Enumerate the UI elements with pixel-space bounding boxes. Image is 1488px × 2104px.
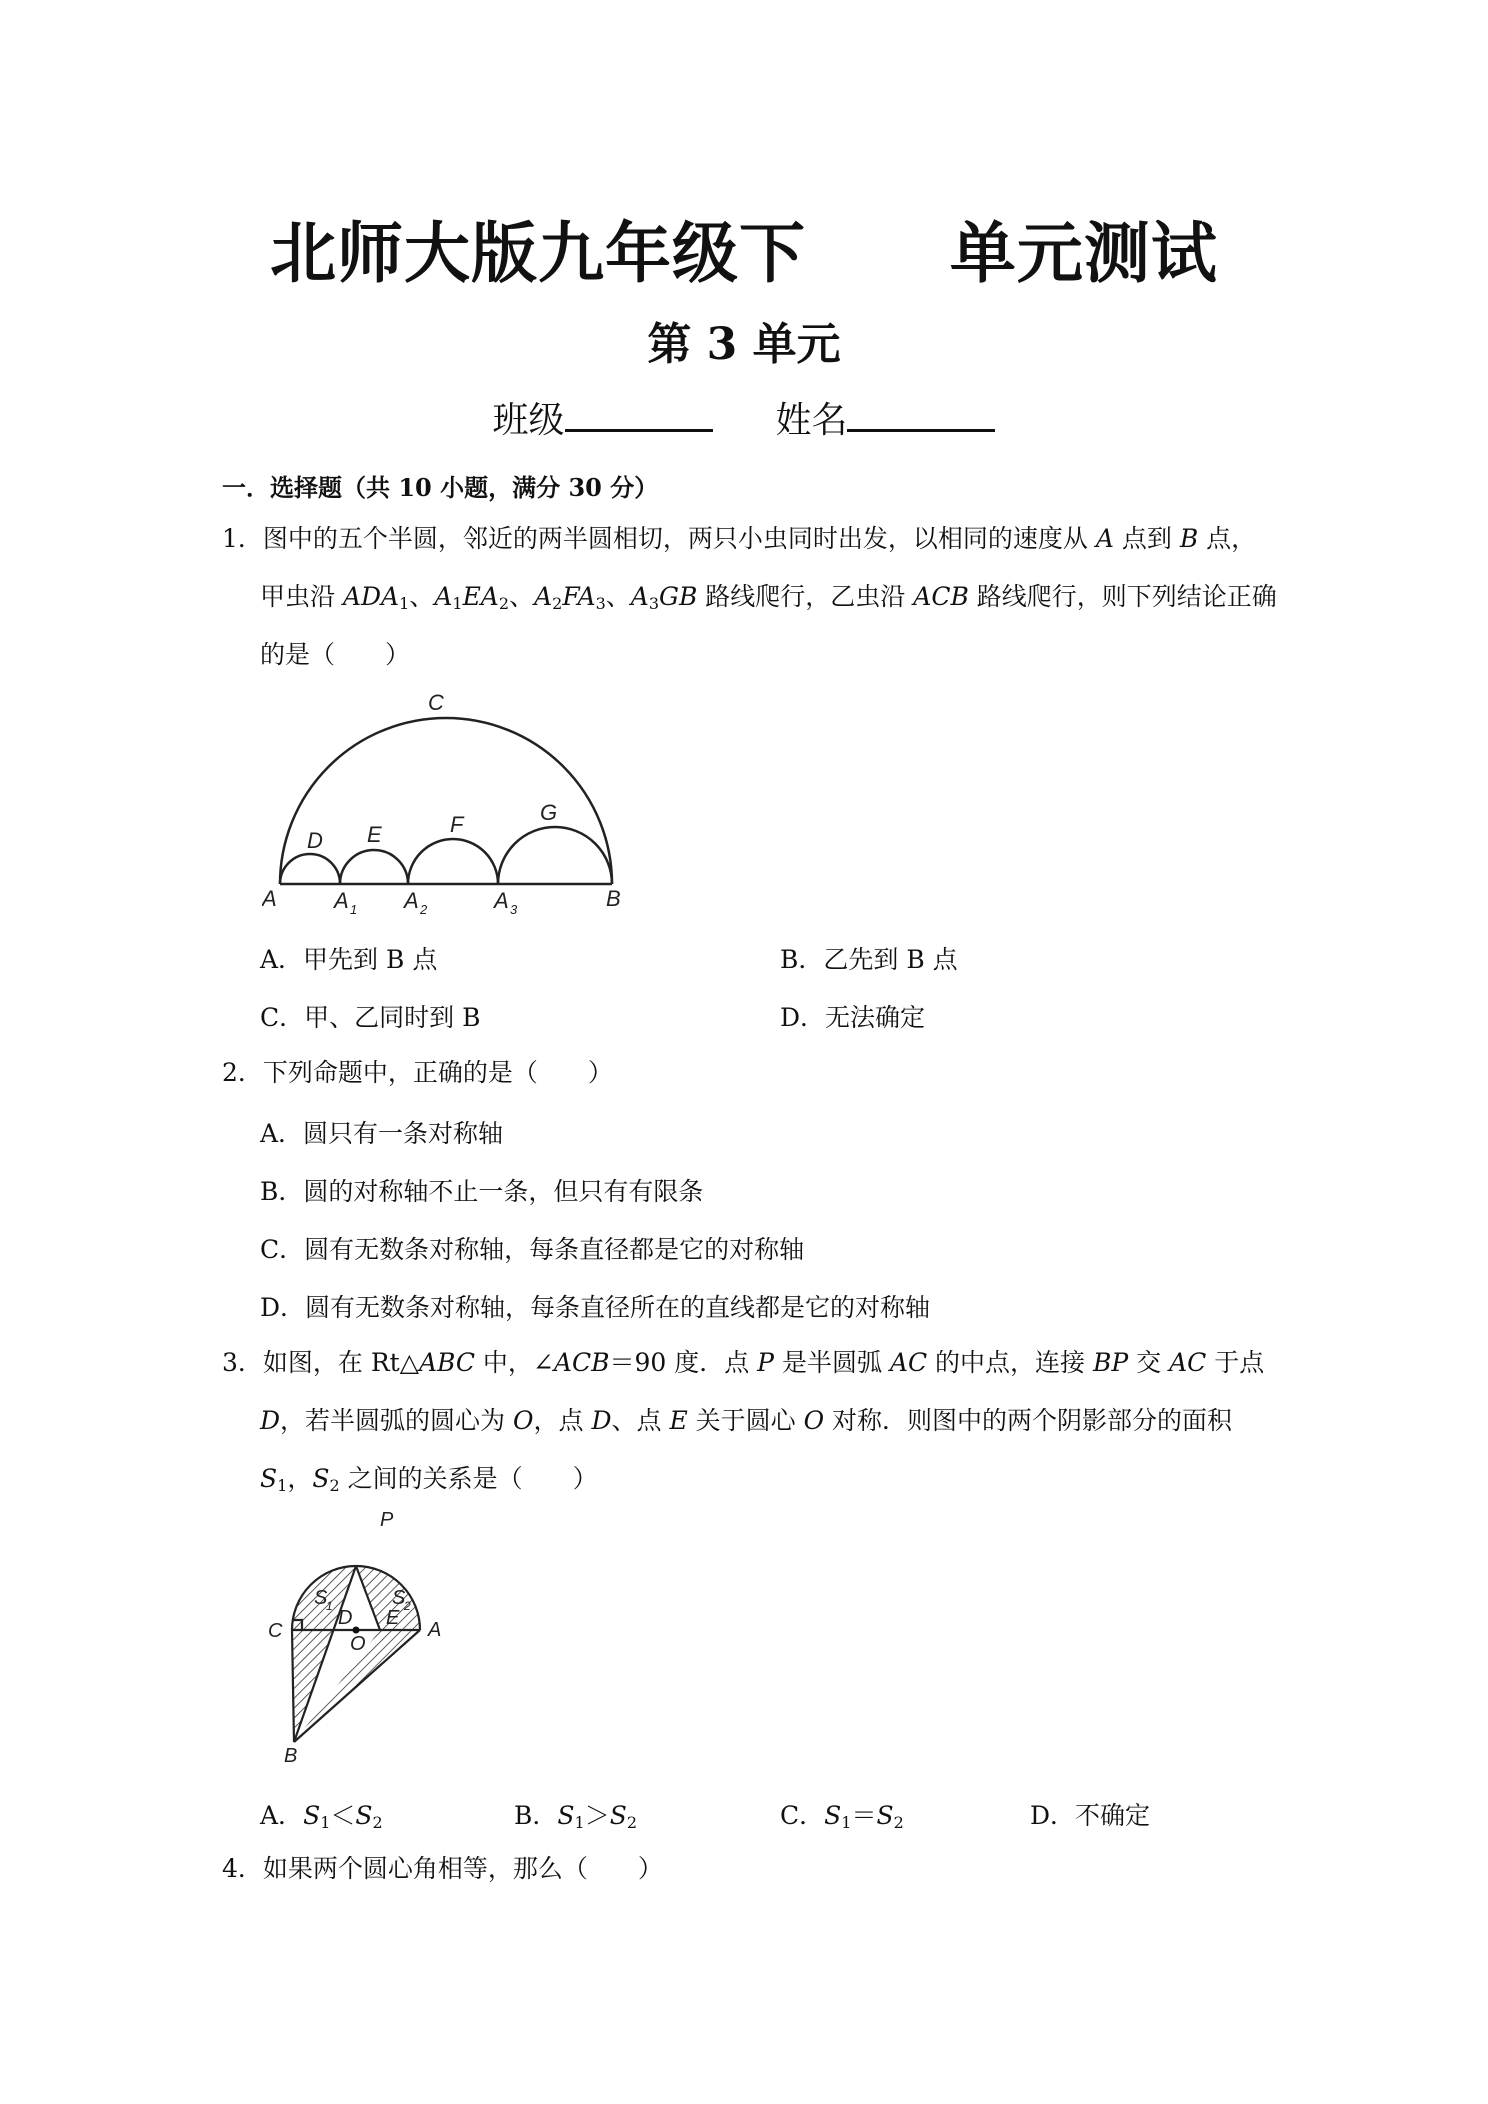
q1-option-d[interactable]: D．无法确定 <box>780 1003 926 1032</box>
semicircles-figure <box>262 690 632 922</box>
question-3-line-2: D，若半圆弧的圆心为 O，点 D、点 E 关于圆心 O 对称．则图中的两个阴影部分的面积 <box>260 1406 1233 1435</box>
label-c: C <box>428 690 444 715</box>
label-s2-sub: 2 <box>404 1599 411 1613</box>
class-label: 班级 <box>492 400 565 441</box>
question-1-number: 1． <box>222 524 263 553</box>
q1-option-b[interactable]: B．乙先到 B 点 <box>780 945 958 974</box>
q2-option-c[interactable]: C．圆有无数条对称轴，每条直径都是它的对称轴 <box>260 1235 805 1264</box>
q3-option-a[interactable]: A．$S_1<S_2$ <box>260 1801 383 1832</box>
question-2-stem: 2．下列命题中，正确的是（ ） <box>222 1058 613 1087</box>
label-o: O <box>350 1633 366 1655</box>
semicircle-f <box>408 839 498 884</box>
semicircle-e <box>340 850 408 884</box>
label-a1-sub: 1 <box>350 902 358 917</box>
label-e: E <box>386 1607 400 1629</box>
semicircle-triangle-figure <box>262 1512 484 1764</box>
question-1-line-3: 的是（ ） <box>260 640 411 669</box>
section-heading: 一．选择题（共 10 小题，满分 30 分） <box>222 473 659 502</box>
label-s1-sub: 1 <box>326 1599 333 1613</box>
label-a2-sub: 2 <box>420 902 428 917</box>
name-blank <box>847 395 995 432</box>
label-b: B <box>284 1745 298 1764</box>
q2-option-d[interactable]: D．圆有无数条对称轴，每条直径所在的直线都是它的对称轴 <box>260 1293 931 1322</box>
label-a3: A <box>494 888 509 913</box>
question-4-stem: 4．如果两个圆心角相等，那么（ ） <box>222 1854 663 1883</box>
name-label: 姓名 <box>775 400 848 441</box>
semicircle-g <box>498 827 612 884</box>
semicircle-d <box>280 854 340 884</box>
label-s1: S <box>314 1587 328 1609</box>
label-a2: A <box>404 888 419 913</box>
q3-option-b[interactable]: B．$S_1>S_2$ <box>514 1801 638 1832</box>
class-name-line <box>0 392 1488 443</box>
q2-option-b[interactable]: B．圆的对称轴不止一条，但只有有限条 <box>260 1177 704 1206</box>
label-p: P <box>380 1512 394 1531</box>
large-semicircle-c <box>280 718 612 884</box>
question-3-line-3: $S_1$，$S_2$ 之间的关系是（ ） <box>260 1464 598 1495</box>
question-1-line-2: 甲虫沿 $ADA_1$、$A_1EA_2$、$A_2FA_3$、$A_3GB$ 路线爬行，乙虫沿 ACB 路线爬行，则下列结论正确 <box>260 582 1277 613</box>
question-1-line-1: 1．图中的五个半圆，邻近的两半圆相切，两只小虫同时出发，以相同的速度从 A 点到 B 点， <box>222 524 1257 553</box>
q1-option-a[interactable]: A．甲先到 B 点 <box>260 945 438 974</box>
page-title: 北师大版九年级下 单元测试 <box>270 215 1218 292</box>
unit-subtitle: 第 3 单元 <box>647 319 841 370</box>
question-3-number: 3． <box>222 1348 263 1377</box>
label-e: E <box>367 822 382 847</box>
q3-option-c[interactable]: C．$S_1=S_2$ <box>780 1801 904 1832</box>
question-3-line-1: 3．如图，在 Rt△ABC 中，∠ACB＝90 度．点 P 是半圆弧 AC 的中点，连接 BP 交 AC 于点 <box>222 1348 1265 1377</box>
label-a: A <box>262 886 277 911</box>
label-d: D <box>338 1607 353 1629</box>
label-g: G <box>540 800 558 825</box>
q1-option-c[interactable]: C．甲、乙同时到 B <box>260 1003 481 1032</box>
label-a3-sub: 3 <box>510 902 518 917</box>
class-blank <box>565 395 713 432</box>
label-c: C <box>268 1620 283 1642</box>
label-b: B <box>606 886 621 911</box>
label-s2: S <box>392 1587 406 1609</box>
label-d: D <box>307 828 323 853</box>
q2-option-a[interactable]: A．圆只有一条对称轴 <box>260 1119 504 1148</box>
label-a1: A <box>334 888 349 913</box>
label-a: A <box>428 1619 442 1641</box>
q3-option-d[interactable]: D．不确定 <box>1030 1801 1151 1830</box>
label-f: F <box>450 812 464 837</box>
